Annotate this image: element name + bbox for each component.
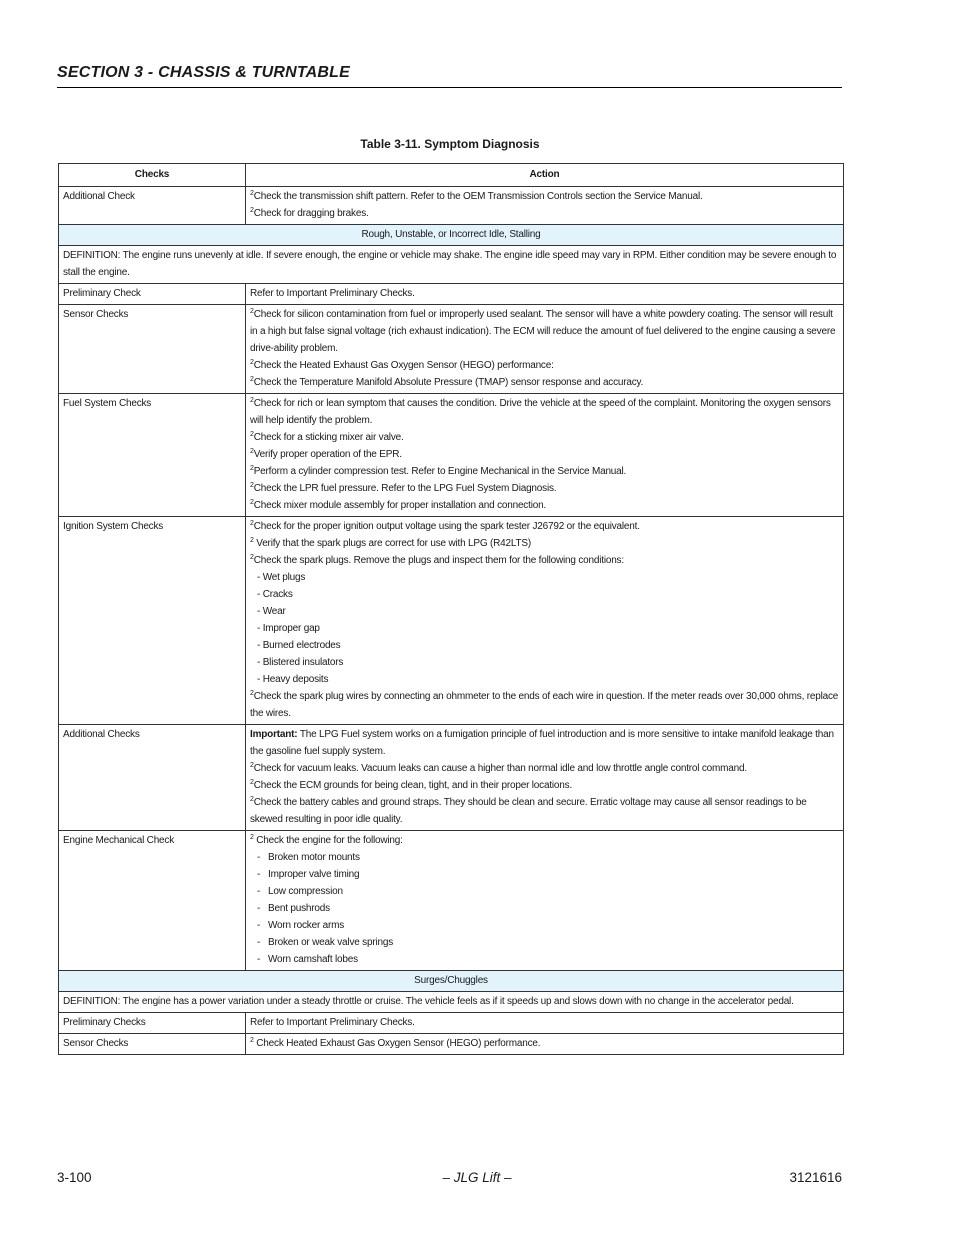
step-superscript: 2 <box>250 1037 254 1044</box>
action-cell <box>246 187 844 225</box>
action-cell <box>246 1013 844 1034</box>
footer-publisher: – JLG Lift – <box>442 1170 512 1185</box>
check-cell: Preliminary Check <box>59 284 246 305</box>
condition-item-text: Worn camshaft lobes <box>268 954 358 965</box>
check-cell: Preliminary Checks <box>59 1013 246 1034</box>
action-step <box>250 688 839 722</box>
action-step <box>250 794 839 828</box>
action-step <box>250 1035 839 1052</box>
table-row <box>59 831 844 971</box>
step-superscript: 2 <box>250 762 254 769</box>
condition-item-text: Low compression <box>268 886 343 897</box>
dash-marker: - <box>257 920 261 931</box>
action-step <box>250 306 839 357</box>
check-cell: Sensor Checks <box>59 1034 246 1055</box>
action-step <box>250 480 839 497</box>
condition-item: - Wear <box>257 606 286 617</box>
page-number: 3-100 <box>57 1170 92 1185</box>
action-cell <box>246 305 844 394</box>
step-superscript: 2 <box>250 537 254 544</box>
condition-item: - Cracks <box>257 589 293 600</box>
action-step-text: Check for silicon contamination from fuel or improperly used sealant. The sensor will have a white powdery coating. The sensor will result in a high but false signal voltage (rich exhaust indication). The ECM will reduce the amount of fuel delivered to the engine causing a severe drive-ability problem. <box>250 309 836 354</box>
step-superscript: 2 <box>250 499 254 506</box>
step-superscript: 2 <box>250 520 254 527</box>
dash-marker: - <box>257 869 261 880</box>
section-band-row <box>59 225 844 246</box>
important-note <box>250 726 839 760</box>
condition-item <box>250 900 839 917</box>
table-row <box>59 305 844 394</box>
condition-item: - Wet plugs <box>257 572 306 583</box>
step-superscript: 2 <box>250 431 254 438</box>
condition-item-text: Worn rocker arms <box>268 920 345 931</box>
dash-marker: - <box>257 852 261 863</box>
action-step <box>250 535 839 552</box>
dash-marker: - <box>257 886 261 897</box>
section-title: SECTION 3 - CHASSIS & TURNTABLE <box>57 64 842 88</box>
action-step-text: Check for a sticking mixer air valve. <box>253 432 404 443</box>
step-superscript: 2 <box>250 448 254 455</box>
action-step <box>250 497 839 514</box>
action-step <box>250 552 839 569</box>
symptom-diagnosis-table <box>58 163 844 1055</box>
action-step-text: Check for the proper ignition output voltage using the spark tester J26792 or the equivalent. <box>253 521 640 532</box>
action-cell <box>246 1034 844 1055</box>
action-step <box>250 357 839 374</box>
table-title: Table 3-11. Symptom Diagnosis <box>360 137 540 151</box>
action-step-text: Check Heated Exhaust Gas Oxygen Sensor (HEGO) performance. <box>253 1038 541 1049</box>
action-step <box>250 463 839 480</box>
step-superscript: 2 <box>250 190 254 197</box>
action-step-text: Check the LPR fuel pressure. Refer to the LPG Fuel System Diagnosis. <box>253 483 557 494</box>
action-step-text: Check the ECM grounds for being clean, tight, and in their proper locations. <box>253 780 573 791</box>
step-superscript: 2 <box>250 308 254 315</box>
action-step <box>250 188 839 205</box>
action-cell <box>246 394 844 517</box>
condition-item: - Heavy deposits <box>257 674 329 685</box>
condition-item <box>250 849 839 866</box>
step-superscript: 2 <box>250 834 254 841</box>
action-step-text: Check for dragging brakes. <box>253 208 369 219</box>
section-band-label: Surges/Chuggles <box>59 971 844 992</box>
step-superscript: 2 <box>250 207 254 214</box>
check-cell: Engine Mechanical Check <box>59 831 246 971</box>
action-step-text: Check mixer module assembly for proper installation and connection. <box>253 500 547 511</box>
action-step-text: Check the engine for the following: <box>253 835 403 846</box>
action-step-text: Check for rich or lean symptom that causes the condition. Drive the vehicle at the speed of the complaint. Monitoring the oxygen sensors will help identify the problem. <box>250 398 831 426</box>
step-superscript: 2 <box>250 690 254 697</box>
check-cell: Sensor Checks <box>59 305 246 394</box>
definition-text: DEFINITION: The engine has a power variation under a steady throttle or cruise. The vehicle feels as if it speeds up and slows down with no change in the accelerator pedal. <box>59 992 844 1013</box>
table-row <box>59 284 844 305</box>
action-step-text: Check the spark plugs. Remove the plugs and inspect them for the following conditions: <box>253 555 624 566</box>
action-step <box>250 374 839 391</box>
action-step-text: Check the spark plug wires by connecting an ohmmeter to the ends of each wire in question. If the meter reads over 30,000 ohms, replace the wires. <box>250 691 839 719</box>
condition-item <box>250 917 839 934</box>
action-cell <box>246 725 844 831</box>
action-step-text: Check for vacuum leaks. Vacuum leaks can cause a higher than normal idle and low throttle angle control command. <box>253 763 747 774</box>
step-superscript: 2 <box>250 482 254 489</box>
step-superscript: 2 <box>250 796 254 803</box>
action-step-text: Check the battery cables and ground straps. They should be clean and secure. Erratic voltage may cause all sensor readings to be skewed resulting in poor idle quality. <box>250 797 807 825</box>
check-cell: Ignition System Checks <box>59 517 246 725</box>
section-band-row <box>59 971 844 992</box>
column-header-action: Action <box>246 164 844 187</box>
step-superscript: 2 <box>250 465 254 472</box>
condition-item-text: Broken or weak valve springs <box>268 937 394 948</box>
check-cell: Additional Check <box>59 187 246 225</box>
table-row <box>59 394 844 517</box>
step-superscript: 2 <box>250 359 254 366</box>
check-cell: Fuel System Checks <box>59 394 246 517</box>
action-step-text: Verify proper operation of the EPR. <box>253 449 402 460</box>
action-cell <box>246 831 844 971</box>
action-cell <box>246 284 844 305</box>
action-step-text: Check the Heated Exhaust Gas Oxygen Sensor (HEGO) performance: <box>253 360 554 371</box>
action-step <box>250 777 839 794</box>
action-text: Refer to Important Preliminary Checks. <box>250 288 415 299</box>
condition-item-text: Bent pushrods <box>268 903 330 914</box>
column-header-checks: Checks <box>59 164 246 187</box>
table-row <box>59 517 844 725</box>
condition-item: - Burned electrodes <box>257 640 341 651</box>
action-step <box>250 446 839 463</box>
action-text: Refer to Important Preliminary Checks. <box>250 1017 415 1028</box>
action-step <box>250 832 839 849</box>
check-cell: Additional Checks <box>59 725 246 831</box>
condition-item <box>250 866 839 883</box>
action-step-text: Perform a cylinder compression test. Refer to Engine Mechanical in the Service Manual. <box>253 466 627 477</box>
condition-item <box>250 934 839 951</box>
step-superscript: 2 <box>250 397 254 404</box>
action-step-text: Verify that the spark plugs are correct for use with LPG (R42LTS) <box>253 538 531 549</box>
action-step-text: Check the Temperature Manifold Absolute Pressure (TMAP) sensor response and accuracy. <box>253 377 644 388</box>
action-step <box>250 518 839 535</box>
action-step <box>250 760 839 777</box>
table-header-row <box>59 164 844 187</box>
table-row <box>59 1034 844 1055</box>
dash-marker: - <box>257 937 261 948</box>
condition-item <box>250 883 839 900</box>
condition-item-text: Improper valve timing <box>268 869 360 880</box>
step-superscript: 2 <box>250 779 254 786</box>
condition-item <box>250 951 839 968</box>
condition-item-text: Broken motor mounts <box>268 852 360 863</box>
action-step-text: Check the transmission shift pattern. Refer to the OEM Transmission Controls section the Service Manual. <box>253 191 703 202</box>
action-cell <box>246 517 844 725</box>
step-superscript: 2 <box>250 376 254 383</box>
table-body <box>59 187 844 1055</box>
action-step <box>250 429 839 446</box>
action-step <box>250 395 839 429</box>
definition-row <box>59 246 844 284</box>
step-superscript: 2 <box>250 554 254 561</box>
condition-item: - Improper gap <box>257 623 320 634</box>
table-row <box>59 1013 844 1034</box>
important-label: Important: <box>250 729 298 740</box>
table-row <box>59 725 844 831</box>
action-step <box>250 205 839 222</box>
definition-text: DEFINITION: The engine runs unevenly at idle. If severe enough, the engine or vehicle may shake. The engine idle speed may vary in RPM. Either condition may be severe enough to stall the engine. <box>59 246 844 284</box>
table-row <box>59 187 844 225</box>
definition-row <box>59 992 844 1013</box>
document-number: 3121616 <box>789 1170 842 1185</box>
section-band-label: Rough, Unstable, or Incorrect Idle, Stalling <box>59 225 844 246</box>
dash-marker: - <box>257 954 261 965</box>
important-text: The LPG Fuel system works on a fumigation principle of fuel introduction and is more sensitive to intake manifold leakage than the gasoline fuel supply system. <box>250 729 834 757</box>
dash-marker: - <box>257 903 261 914</box>
condition-item: - Blistered insulators <box>257 657 344 668</box>
